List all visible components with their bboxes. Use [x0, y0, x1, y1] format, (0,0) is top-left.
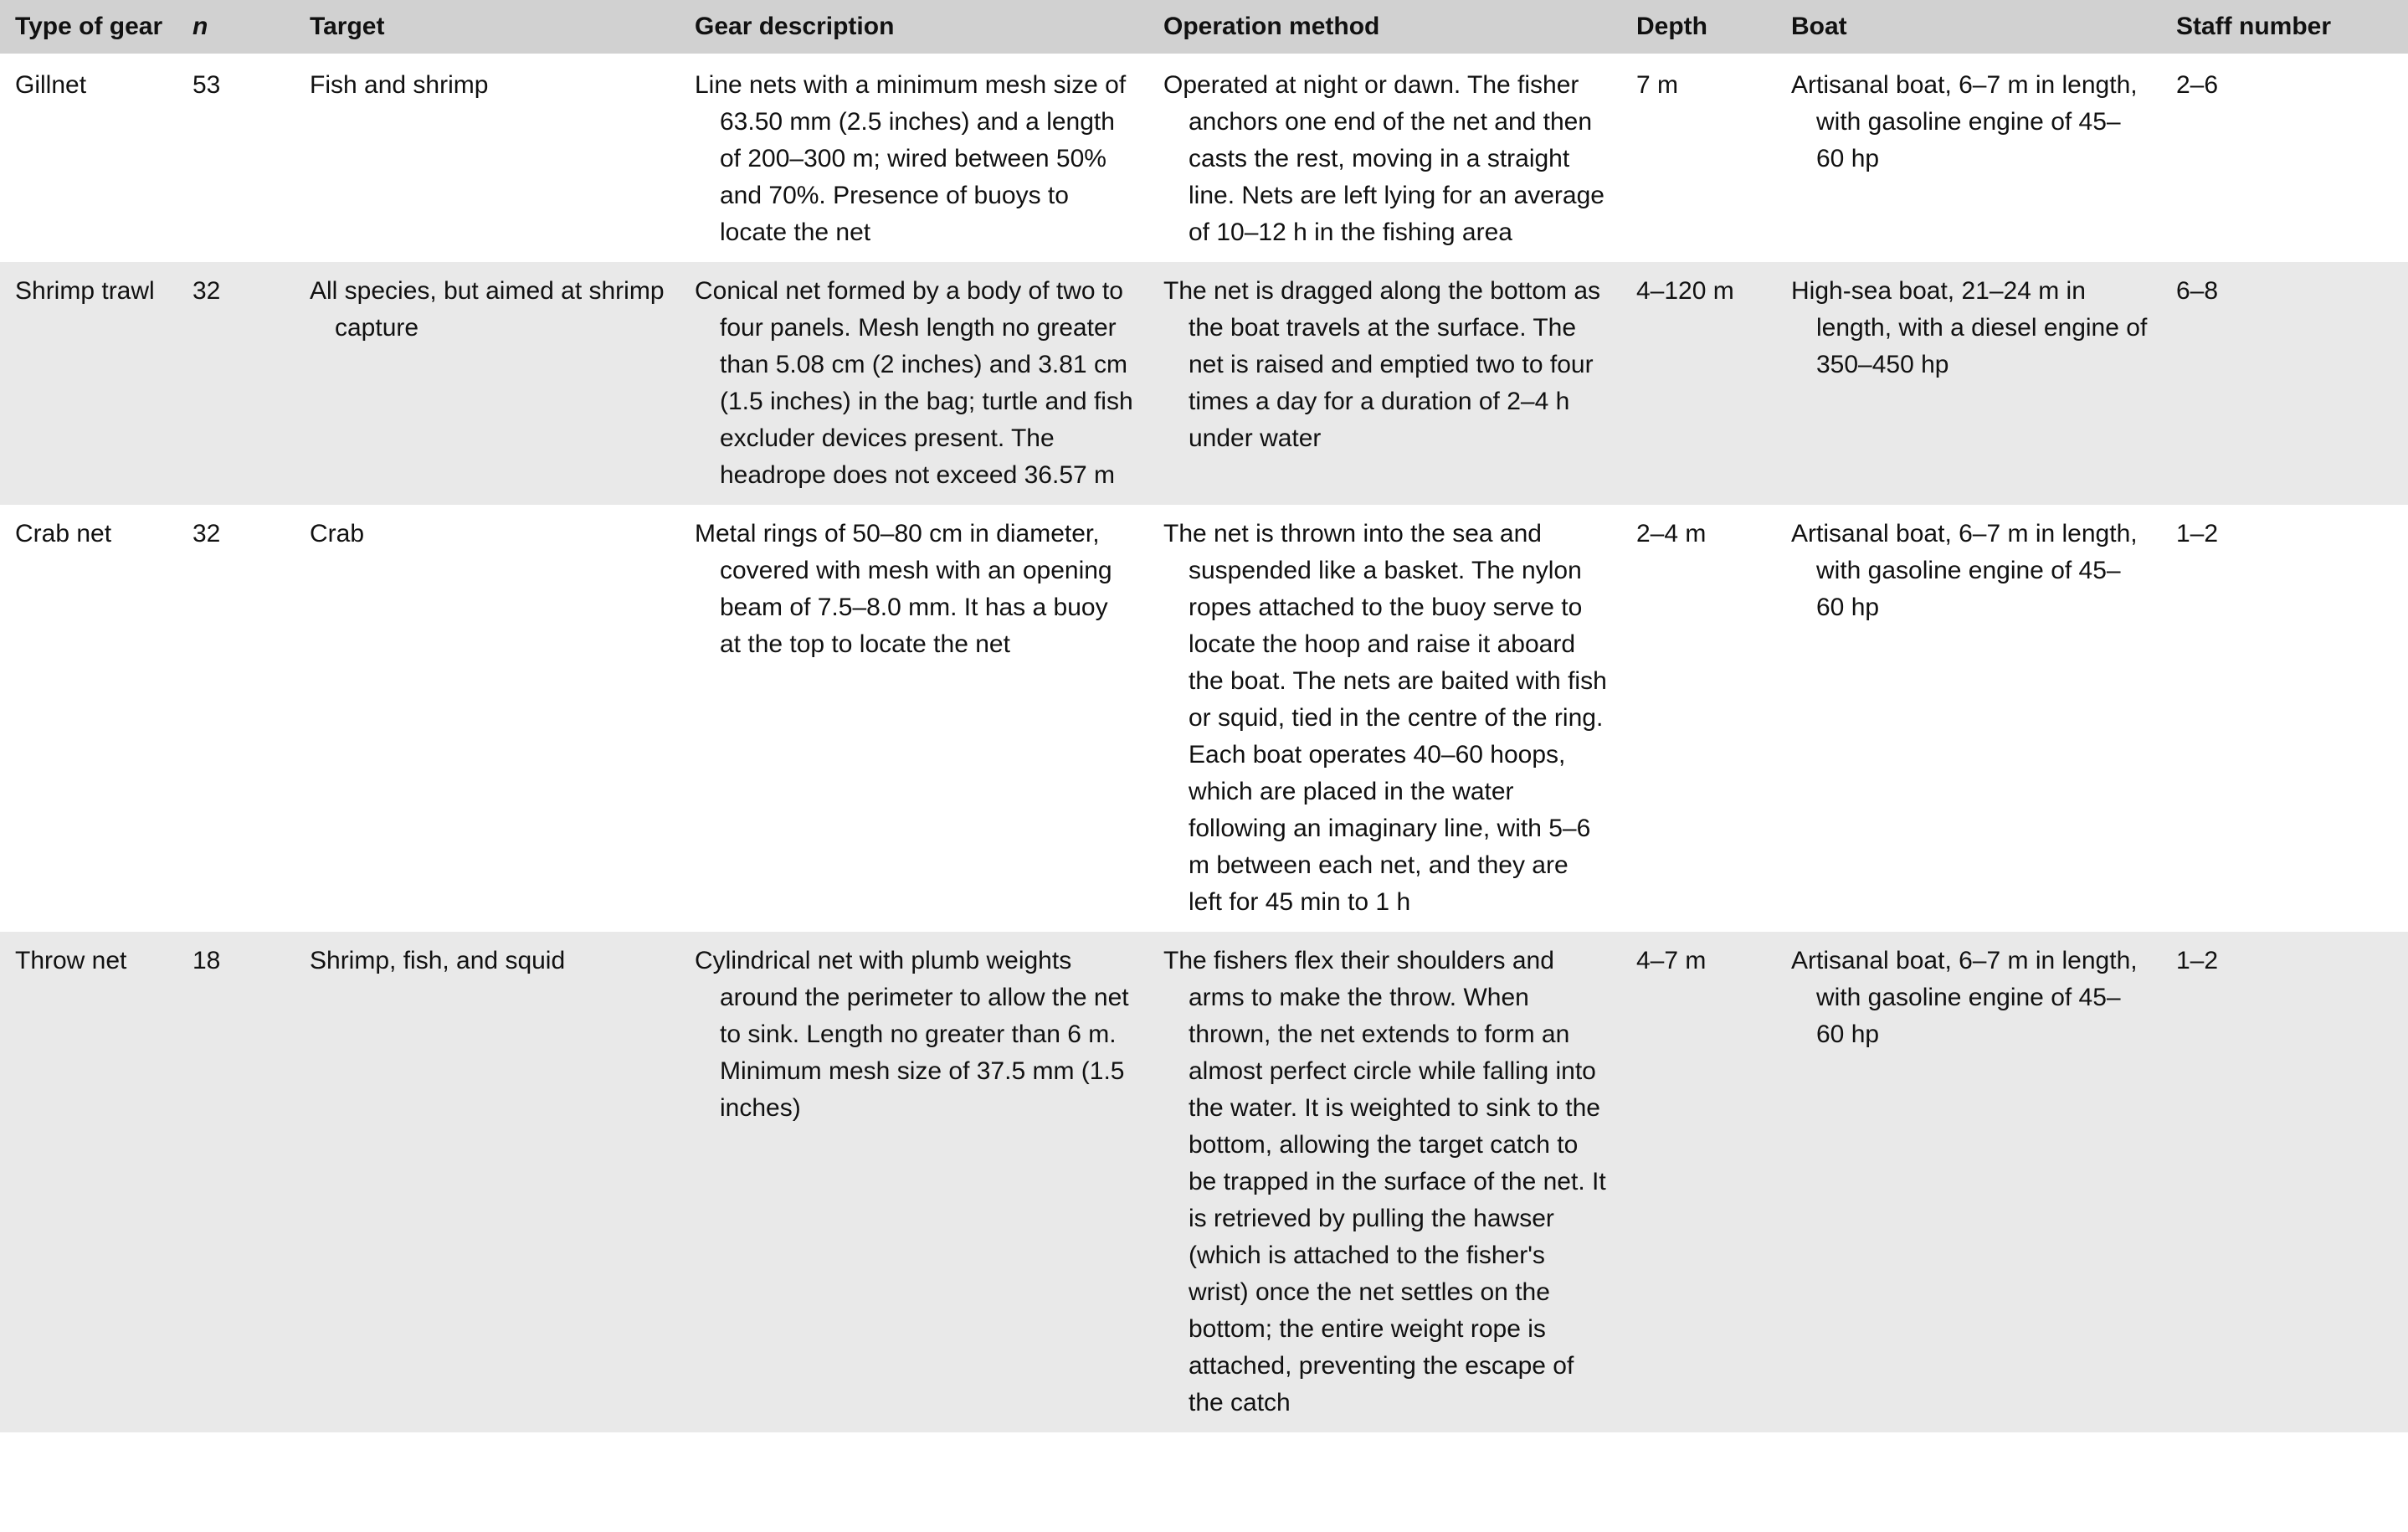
cell-type-of-gear: Crab net: [15, 520, 112, 548]
cell-gear-description: Conical net formed by a body of two to four panels. Mesh length no greater than 5.08 cm (2 inches) and 3.81 cm (1.5 inches) in the bag; turtle and fish excluder devices present. The headrope does not exceed 36.57 m: [695, 277, 1133, 489]
header-n: n: [193, 0, 310, 55]
cell-target: All species, but aimed at shrimp capture: [310, 277, 665, 342]
cell-n: 32: [193, 520, 221, 548]
cell-staff-number: 1–2: [2176, 947, 2219, 974]
cell-depth: 4–120 m: [1636, 277, 1734, 305]
cell-boat: Artisanal boat, 6–7 m in length, with gasoline engine of 45–60 hp: [1791, 71, 2138, 172]
header-boat: Boat: [1791, 0, 2176, 55]
cell-n: 53: [193, 71, 221, 99]
cell-staff-number: 6–8: [2176, 277, 2219, 305]
header-type-of-gear: Type of gear: [0, 0, 193, 55]
cell-gear-description: Metal rings of 50–80 cm in diameter, covered with mesh with an opening beam of 7.5–8.0 mm. It has a buoy at the top to locate the net: [695, 520, 1112, 658]
cell-depth: 7 m: [1636, 71, 1679, 99]
header-gear-description: Gear description: [695, 0, 1163, 55]
table-body: [0, 55, 2408, 1433]
cell-depth: 2–4 m: [1636, 520, 1707, 548]
header-target: Target: [310, 0, 695, 55]
table-header: [0, 0, 2408, 55]
cell-n: 18: [193, 947, 221, 974]
cell-target: Fish and shrimp: [310, 71, 489, 99]
header-depth: Depth: [1636, 0, 1791, 55]
cell-operation-method: The fishers flex their shoulders and arms to make the throw. When thrown, the net extends to form an almost perfect circle while falling into the water. It is weighted to sink to the bottom, allowing the target catch to be trapped in the surface of the net. It is retrieved by pulling the hawser (which is attached to the fisher's wrist) once the net settles on the bottom; the entire weight rope is attached, preventing the escape of the catch: [1163, 947, 1606, 1416]
cell-operation-method: Operated at night or dawn. The fisher anchors one end of the net and then casts the rest, moving in a straight line. Nets are left lying for an average of 10–12 h in the fishing area: [1163, 71, 1604, 246]
cell-n: 32: [193, 277, 221, 305]
cell-gear-description: Cylindrical net with plumb weights around the perimeter to allow the net to sink. Length no greater than 6 m. Minimum mesh size of 37.5 mm (1.5 inches): [695, 947, 1129, 1122]
cell-staff-number: 1–2: [2176, 520, 2219, 548]
cell-boat: Artisanal boat, 6–7 m in length, with gasoline engine of 45–60 hp: [1791, 947, 2138, 1048]
cell-staff-number: 2–6: [2176, 71, 2219, 99]
cell-type-of-gear: Gillnet: [15, 71, 87, 99]
cell-depth: 4–7 m: [1636, 947, 1707, 974]
table-row: [0, 262, 2408, 505]
cell-type-of-gear: Throw net: [15, 947, 127, 974]
table-row: [0, 505, 2408, 932]
cell-operation-method: The net is thrown into the sea and suspended like a basket. The nylon ropes attached to the buoy serve to locate the hoop and raise it aboard the boat. The nets are baited with fish or squid, tied in the centre of the ring. Each boat operates 40–60 hoops, which are placed in the water following an imaginary line, with 5–6 m between each net, and they are left for 45 min to 1 h: [1163, 520, 1607, 916]
cell-type-of-gear: Shrimp trawl: [15, 277, 155, 305]
cell-target: Crab: [310, 520, 365, 548]
header-staff-number: Staff number: [2176, 0, 2408, 55]
cell-boat: High-sea boat, 21–24 m in length, with a diesel engine of 350–450 hp: [1791, 277, 2148, 378]
cell-boat: Artisanal boat, 6–7 m in length, with gasoline engine of 45–60 hp: [1791, 520, 2138, 621]
table-row: [0, 55, 2408, 263]
header-operation-method: Operation method: [1163, 0, 1636, 55]
table-row: [0, 932, 2408, 1432]
cell-gear-description: Line nets with a minimum mesh size of 63.50 mm (2.5 inches) and a length of 200–300 m; wired between 50% and 70%. Presence of buoys to locate the net: [695, 71, 1127, 246]
cell-target: Shrimp, fish, and squid: [310, 947, 566, 974]
cell-operation-method: The net is dragged along the bottom as the boat travels at the surface. The net is raised and emptied two to four times a day for a duration of 2–4 h under water: [1163, 277, 1601, 452]
header-row: [0, 0, 2408, 55]
